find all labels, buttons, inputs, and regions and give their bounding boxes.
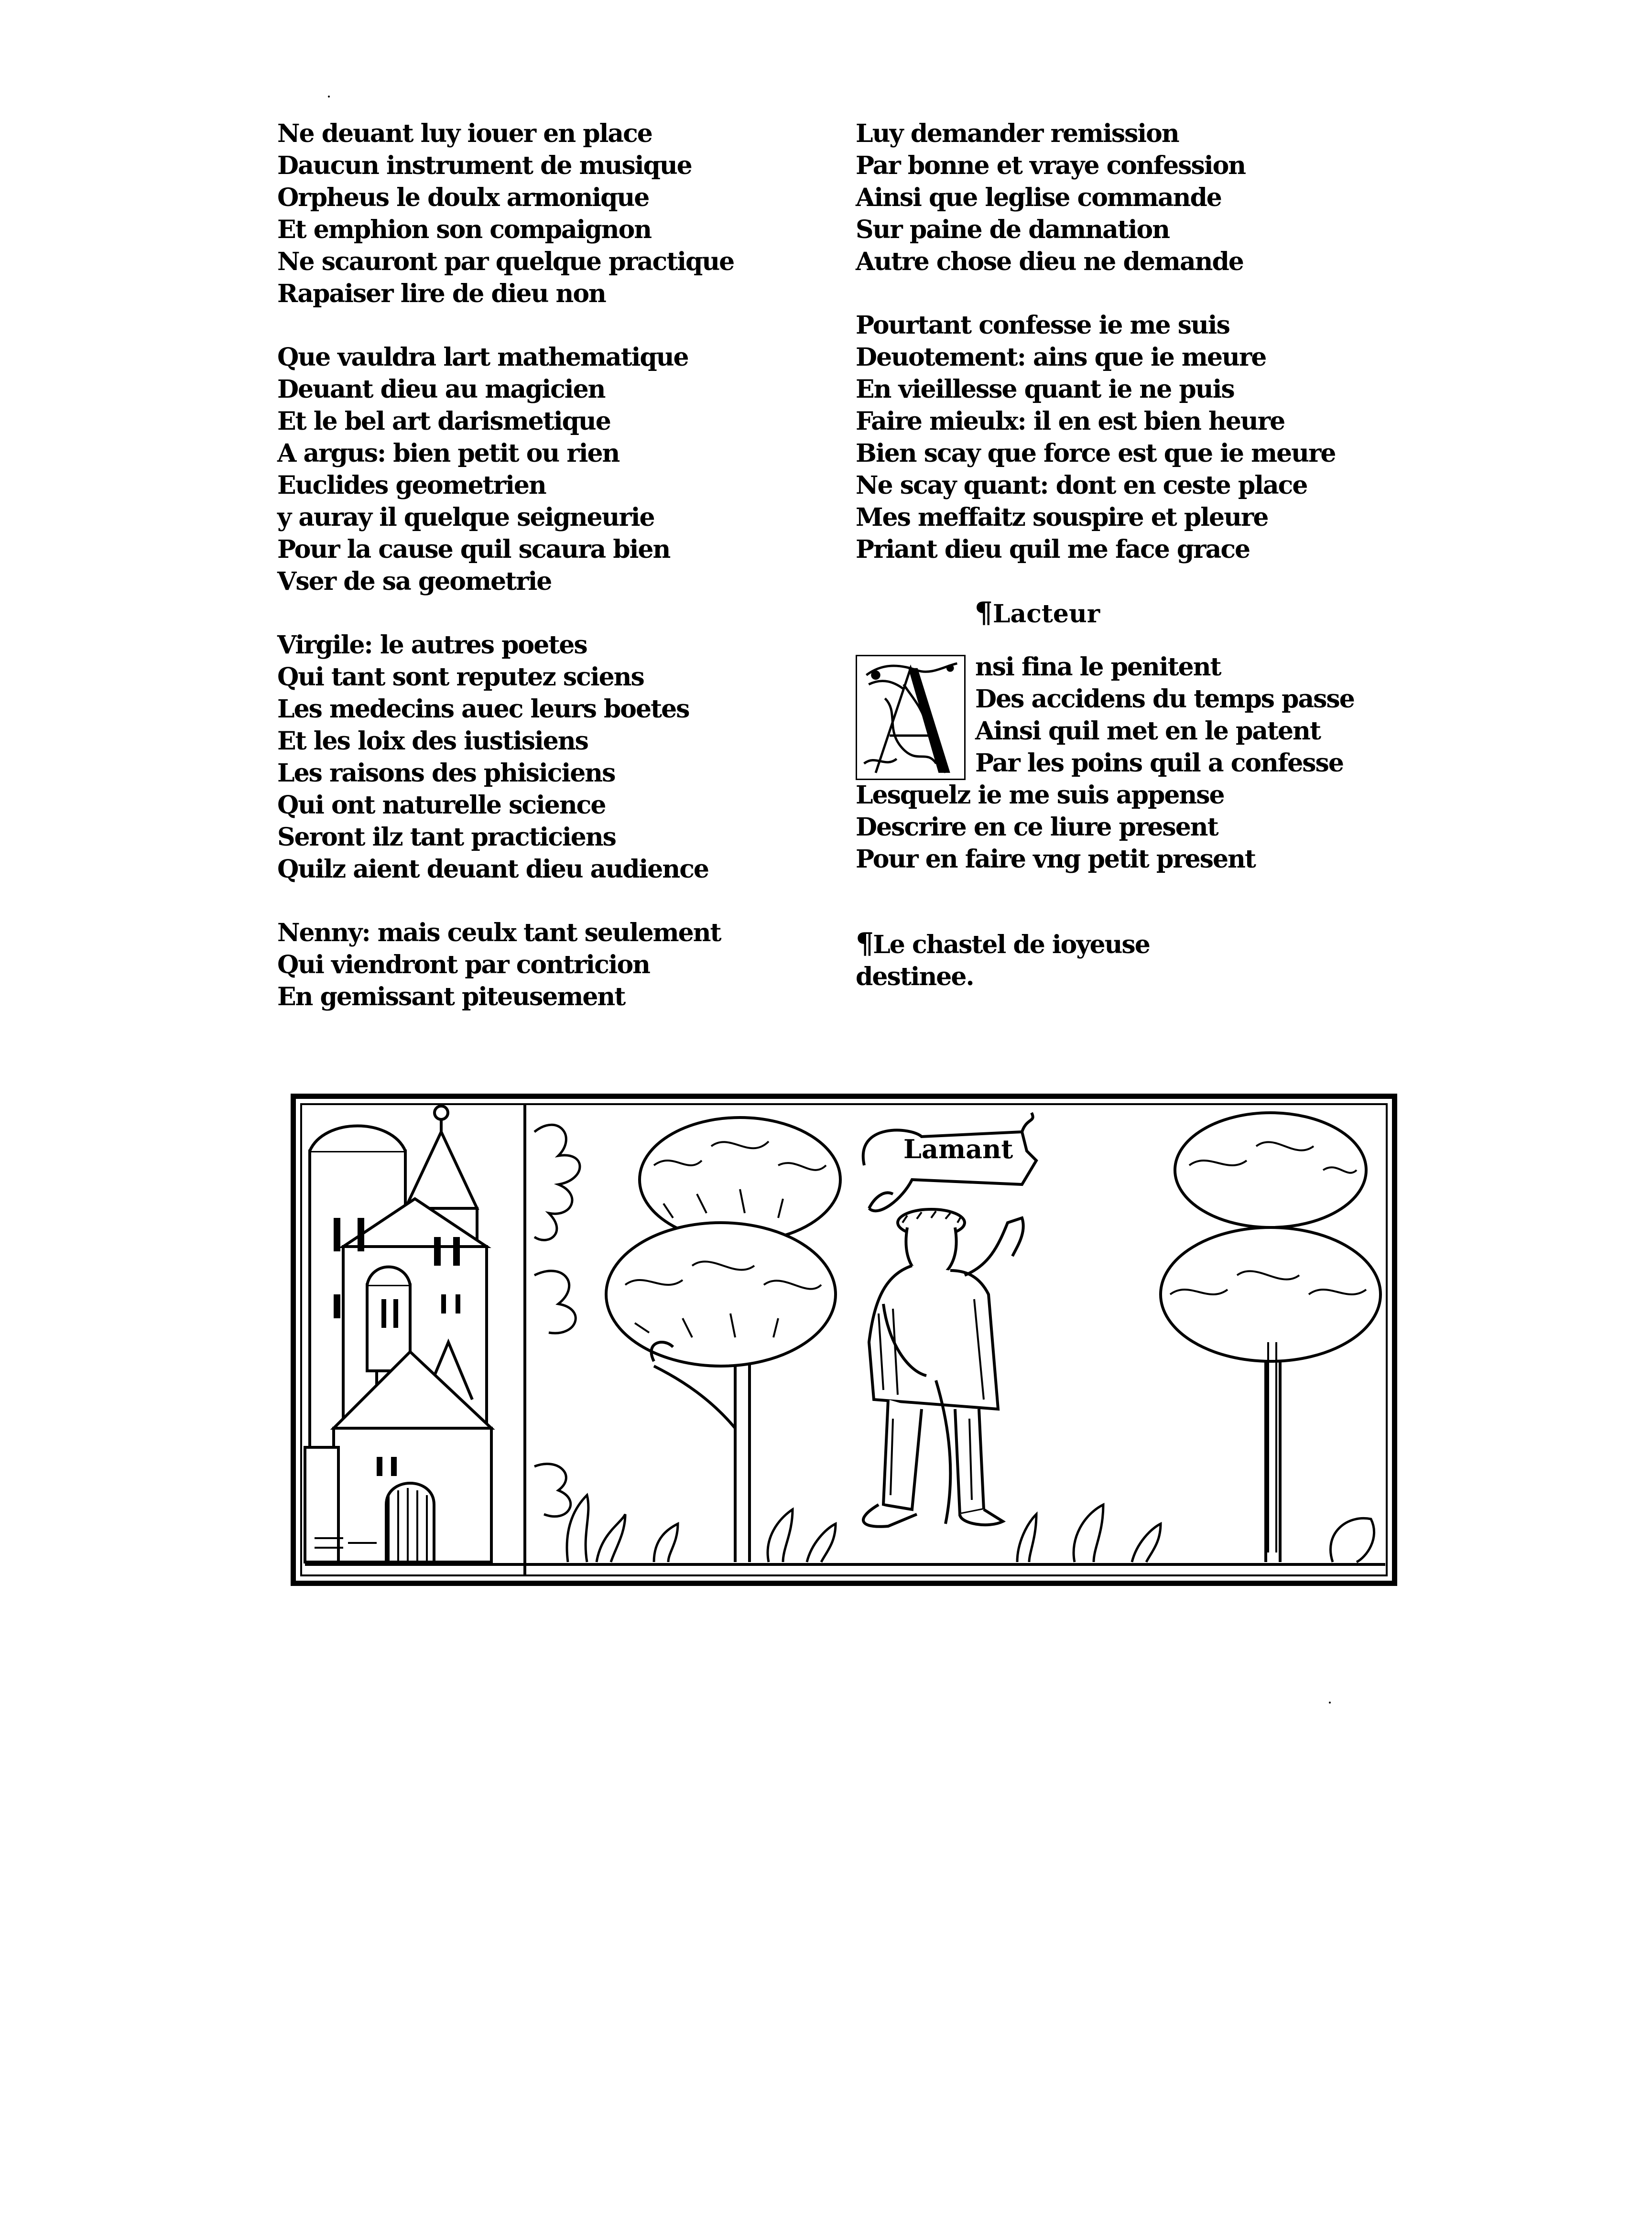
left-verse-column [277, 118, 734, 1044]
verse-line: Autre chose dieu ne demande [856, 247, 1243, 276]
pilcrow-icon: ¶ [856, 927, 873, 960]
verse-line: Vser de sa geometrie [277, 567, 552, 596]
verse-line: Rapaiser lire de dieu non [277, 279, 606, 308]
verse-line: Par les poins quil a confesse [975, 749, 1343, 778]
verse-line: Les raisons des phisiciens [277, 759, 615, 788]
verse-line: Descrire en ce liure present [856, 813, 1218, 842]
verse-line: Ne deuant luy iouer en place [277, 119, 652, 148]
heading-text: Lacteur [992, 599, 1100, 629]
verse-line: Orpheus le doulx armonique [277, 183, 649, 212]
verse-line [856, 928, 1295, 961]
verse-line: Faire mieulx: il en est bien heure [856, 407, 1285, 436]
verse-line: Bien scay que force est que ie meure [856, 439, 1336, 468]
verse-line: Par bonne et vraye confession [856, 151, 1246, 180]
verse-line: Daucun instrument de musique [277, 151, 692, 180]
verse-line: Des accidens du temps passe [975, 684, 1354, 714]
verse-line: destinee. [856, 962, 974, 991]
verse-line: Que vauldra lart mathematique [277, 343, 688, 372]
verse-line: Virgile: le autres poetes [277, 630, 587, 660]
verse-line: Qui viendront par contricion [277, 950, 650, 979]
verse-line: Et emphion son compaignon [277, 215, 652, 244]
verse-line: nsi fina le penitent [975, 652, 1221, 682]
closing-rubric [856, 928, 1295, 993]
verse-line: Deuant dieu au magicien [277, 375, 605, 404]
verse-line: Qui tant sont reputez sciens [277, 662, 644, 692]
verse-line: En vieillesse quant ie ne puis [856, 375, 1234, 404]
stanza [856, 309, 1336, 565]
verse-line: Pour en faire vng petit present [856, 845, 1255, 874]
verse-line: Les medecins auec leurs boetes [277, 695, 689, 724]
verse-line: Sur paine de damnation [856, 215, 1170, 244]
verse-line: Nenny: mais ceulx tant seulement [277, 918, 721, 947]
closing-line: Le chastel de ioyeuse [873, 930, 1150, 959]
verse-line: Et les loix des iustisiens [277, 727, 588, 756]
verse-line: Euclides geometrien [277, 471, 546, 500]
stanza [277, 341, 717, 597]
verse-line: Ne scay quant: dont en ceste place [856, 471, 1307, 500]
verse-line: Deuotement: ains que ie meure [856, 343, 1266, 372]
stanza [277, 118, 734, 310]
drop-cap-block [856, 651, 1354, 875]
scan-speck [1329, 1702, 1331, 1704]
decorated-initial-a-icon [856, 655, 966, 780]
verse-line: Pourtant confesse ie me suis [856, 311, 1229, 340]
verse-line: Ne scauront par quelque practique [277, 247, 734, 276]
verse-line: y auray il quelque seigneurie [277, 503, 654, 532]
pilcrow-icon: ¶ [974, 596, 993, 630]
scan-speck [328, 96, 330, 98]
verse-line: Priant dieu quil me face grace [856, 535, 1250, 564]
verse-line: Qui ont naturelle science [277, 791, 606, 820]
verse-line: En gemissant piteusement [277, 982, 625, 1011]
verse-line: Et le bel art darismetique [277, 407, 610, 436]
verse-line: Luy demander remission [856, 119, 1179, 148]
woodcut-illustration [291, 1094, 1397, 1586]
stanza [277, 629, 717, 885]
verse-line: Lesquelz ie me suis appense [856, 781, 1224, 810]
right-verse-column [856, 118, 1354, 1024]
stanza [856, 118, 1295, 278]
banner-label: Lamant [903, 1134, 1013, 1164]
verse-line: Quilz aient deuant dieu audience [277, 855, 708, 884]
stanza [277, 917, 721, 1013]
verse-line: Ainsi quil met en le patent [975, 716, 1320, 746]
verse-line: Ainsi que leglise commande [856, 183, 1221, 212]
verse-line: Mes meffaitz souspire et pleure [856, 503, 1268, 532]
verse-line: Seront ilz tant practiciens [277, 823, 616, 852]
verse-line: Pour la cause quil scaura bien [277, 535, 670, 564]
verse-line: A argus: bien petit ou rien [277, 439, 620, 468]
section-heading [856, 597, 1219, 630]
